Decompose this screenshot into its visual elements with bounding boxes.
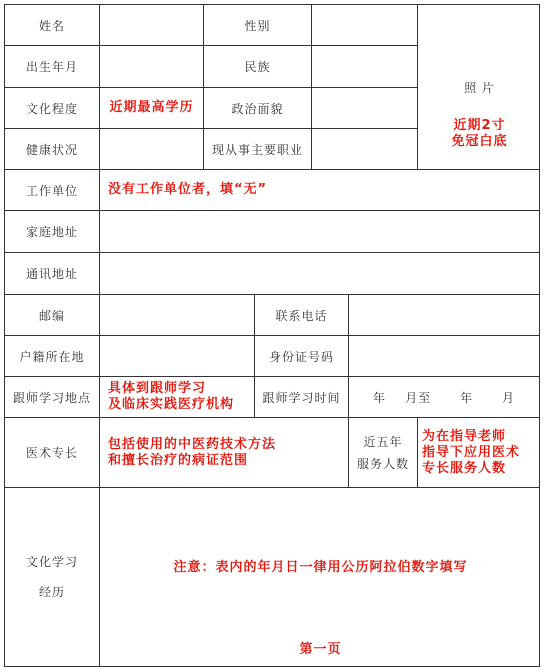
field-household-registration[interactable] — [99, 335, 255, 377]
field-postcode[interactable] — [99, 294, 255, 336]
label-home-address: 家庭地址 — [4, 210, 100, 253]
label-photo: 照 片 — [464, 81, 495, 95]
label-id-number: 身份证号码 — [254, 335, 349, 377]
label-current-profession: 现从事主要职业 — [203, 128, 312, 170]
field-birth-date[interactable] — [99, 45, 204, 88]
label-mailing-address: 通讯地址 — [4, 252, 100, 295]
field-name[interactable] — [99, 4, 204, 46]
field-id-number[interactable] — [348, 335, 540, 377]
field-work-unit[interactable] — [99, 169, 540, 211]
label-phone: 联系电话 — [254, 294, 349, 336]
label-gender: 性别 — [203, 4, 312, 46]
field-political-status[interactable] — [311, 87, 418, 129]
field-mailing-address[interactable] — [99, 252, 540, 295]
label-study-time: 跟师学习时间 — [254, 376, 349, 418]
field-ethnicity[interactable] — [311, 45, 418, 88]
label-study-location: 跟师学习地点 — [4, 376, 100, 418]
label-service-count: 近五年 服务人数 — [348, 417, 418, 488]
field-phone[interactable] — [348, 294, 540, 336]
field-service-count[interactable] — [417, 417, 540, 488]
label-name: 姓名 — [4, 4, 100, 46]
photo-box[interactable] — [417, 4, 540, 170]
page-number: 第一页 — [299, 642, 342, 657]
note-service-count: 为在指导老师 指导下应用医术 专长服务人数 — [422, 428, 521, 476]
field-study-location[interactable] — [99, 376, 255, 418]
label-specialty: 医术专长 — [4, 417, 100, 488]
label-political-status: 政治面貌 — [203, 87, 312, 129]
label-study-history: 文化学习 经历 — [4, 487, 100, 667]
note-photo: 近期2寸 免冠白底 — [451, 118, 508, 149]
field-study-time[interactable]: 年 月至 年 月 — [348, 376, 540, 418]
field-health[interactable] — [99, 128, 204, 170]
note-study-location: 具体到跟师学习 及临床实践医疗机构 — [108, 381, 235, 412]
field-specialty[interactable] — [99, 417, 349, 488]
field-gender[interactable] — [311, 4, 418, 46]
field-education[interactable] — [99, 87, 204, 129]
label-postcode: 邮编 — [4, 294, 100, 336]
field-study-history[interactable] — [99, 487, 540, 667]
note-specialty: 包括使用的中医药技术方法 和擅长治疗的病证范围 — [108, 436, 277, 468]
note-date-format: 注意：表内的年月日一律用公历阿拉伯数字填写 — [173, 560, 468, 575]
label-work-unit: 工作单位 — [4, 169, 100, 211]
label-health: 健康状况 — [4, 128, 100, 170]
label-birth-date: 出生年月 — [4, 45, 100, 88]
label-education: 文化程度 — [4, 87, 100, 129]
label-ethnicity: 民族 — [203, 45, 312, 88]
label-household-registration: 户籍所在地 — [4, 335, 100, 377]
note-education: 近期最高学历 — [109, 100, 194, 115]
note-work-unit: 没有工作单位者，填“无” — [108, 182, 268, 197]
field-current-profession[interactable] — [311, 128, 418, 170]
field-home-address[interactable] — [99, 210, 540, 253]
